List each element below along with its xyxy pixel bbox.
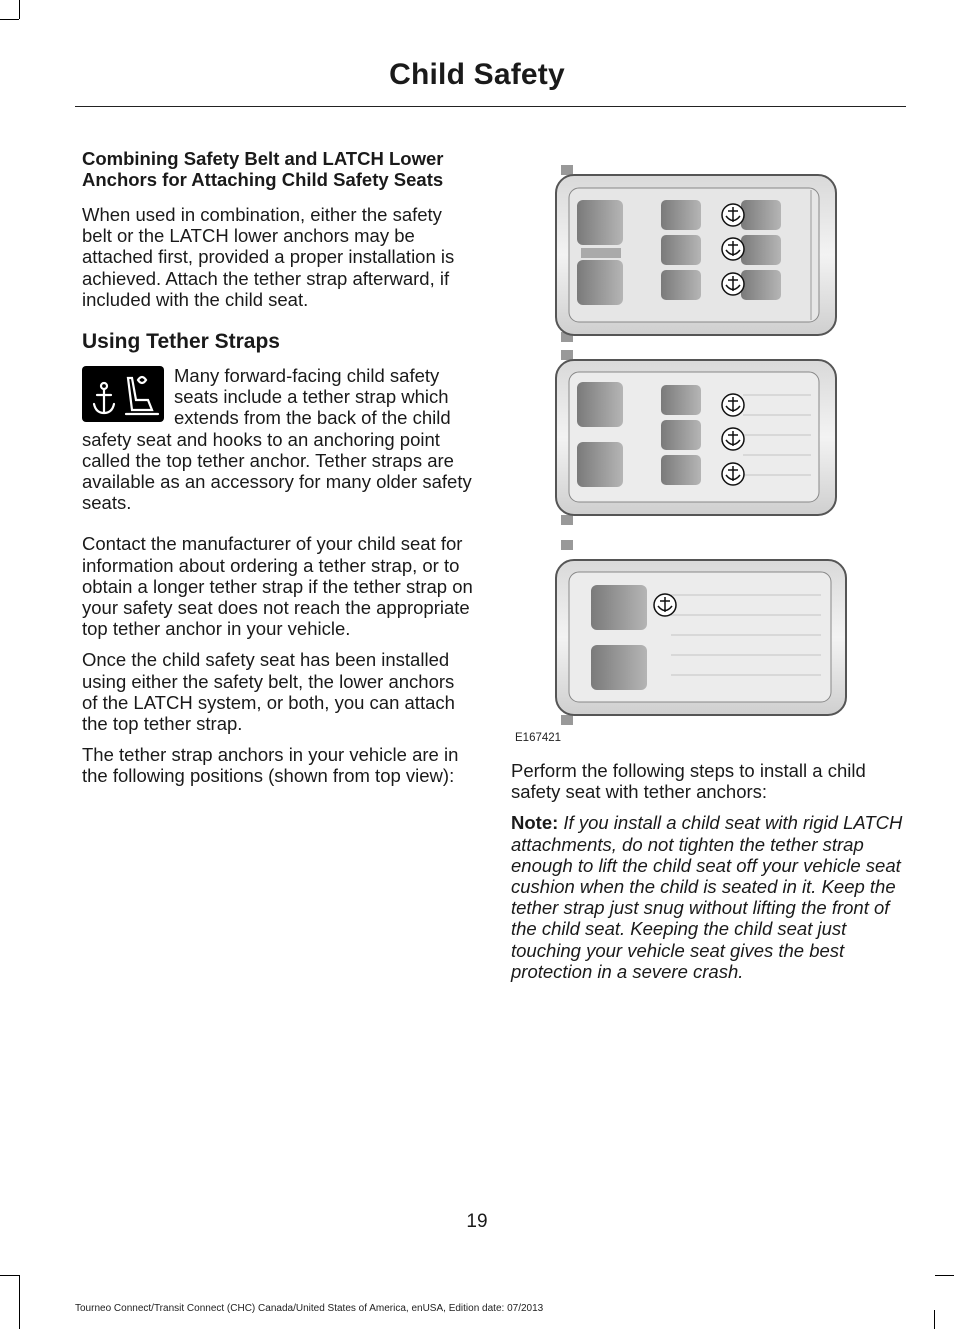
note-text: If you install a child seat with rigid LATCH attachments, do not tighten the tether strap enough to lift the child seat off your vehicle seat cushion when the child is seated in it. Keep the tether strap just snug without lifting the front of the child seat. Keeping the child seat just touching your vehicle seat gives the best protection in a severe crash. [511,812,903,982]
tether-anchor-seat-icon [82,366,164,422]
crop-mark [934,1310,935,1329]
anchor-icon [722,463,744,485]
footer-edition: Tourneo Connect/Transit Connect (CHC) Canada/United States of America, enUSA, Edition date: 07/2013 [75,1303,544,1314]
crop-mark [0,19,19,20]
anchor-icon [722,204,744,226]
crop-mark [19,0,20,19]
left-column [82,148,474,797]
van-1 [556,165,836,342]
header-rule [75,106,906,107]
contact-paragraph: Contact the manufacturer of your child seat for information about ordering a tether strap, or to obtain a longer tether strap if the tether strap on your safety seat does not reach the appropriate top tether anchor in your vehicle. [82,533,473,640]
right-column [511,760,906,992]
note-label: Note: [511,812,559,834]
page-number: 19 [466,1211,488,1232]
crop-mark [19,1275,20,1329]
tether-block [82,365,474,513]
anchor-icon [722,394,744,416]
figure-id: E167421 [515,732,562,744]
perform-paragraph: Perform the following steps to install a child safety seat with tether anchors: [511,760,866,803]
positions-paragraph: The tether strap anchors in your vehicle are in the following positions (shown from top view): [82,744,459,787]
once-paragraph: Once the child safety seat has been installed using either the safety belt, the lower anchors of the LATCH system, or both, you can attach the top tether strap. [82,649,455,735]
tether-heading: Using Tether Straps [82,330,280,354]
van-3 [556,540,846,725]
crop-mark [935,1275,954,1276]
van-top-view-diagram [511,160,906,730]
page-title: Child Safety [389,58,565,91]
note-paragraph [511,812,906,982]
van-2 [556,350,836,525]
vehicle-figure [511,160,906,750]
anchor-icon [722,428,744,450]
anchor-icon [722,273,744,295]
crop-mark [0,1275,19,1276]
combining-paragraph: When used in combination, either the safety belt or the LATCH lower anchors may be attached first, provided a proper installation is achieved. Attach the tether strap afterward, if included with the child seat. [82,204,455,310]
tether-paragraph: Many forward-facing child safety seats include a tether strap which extends from the back of the child safety seat and hooks to an anchoring point called the top tether anchor. Tether straps are available as an accessory for many older safety seats. [82,365,472,514]
combining-heading: Combining Safety Belt and LATCH Lower Anchors for Attaching Child Safety Seats [82,148,444,190]
anchor-icon [654,594,676,616]
anchor-icon [722,238,744,260]
